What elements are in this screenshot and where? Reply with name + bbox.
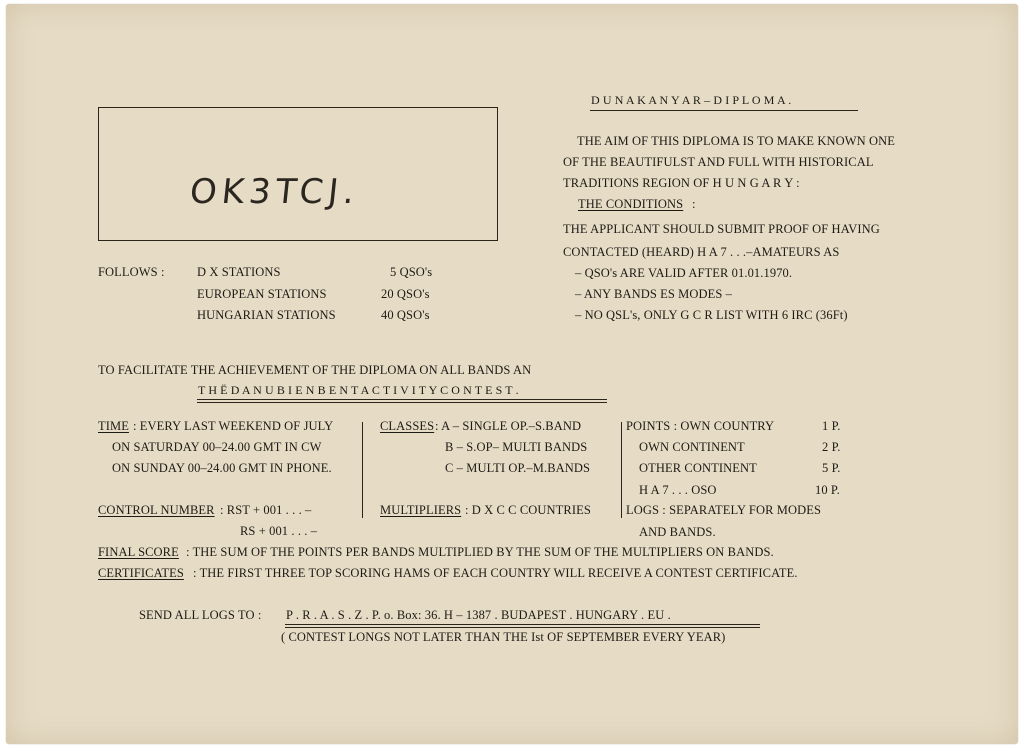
intro-line-2: OF THE BEAUTIFULST AND FULL WITH HISTORICAL <box>563 155 874 169</box>
follows-station-3: HUNGARIAN STATIONS <box>197 308 336 322</box>
class-a: : A – SINGLE OP.–S.BAND <box>435 419 582 433</box>
address-underline-2 <box>285 627 760 628</box>
control-number-label: CONTROL NUMBER <box>98 503 215 517</box>
final-score-label: FINAL SCORE <box>98 545 179 559</box>
condition-line-1: THE APPLICANT SHOULD SUBMIT PROOF OF HAVING <box>563 222 880 236</box>
column-divider-2 <box>621 422 622 518</box>
multipliers-label: MULTIPLIERS <box>380 503 462 517</box>
time-line-2: ON SATURDAY 00–24.00 GMT IN CW <box>112 440 322 454</box>
points-row-3-name: H A 7 . . . OSO <box>639 483 717 497</box>
condition-line-4: – ANY BANDS ES MODES – <box>575 287 732 301</box>
points-row-1-value: 2 P. <box>822 440 841 454</box>
time-line-3: ON SUNDAY 00–24.00 GMT IN PHONE. <box>112 461 332 475</box>
handwritten-callsign: OK3TCJ. <box>187 172 362 212</box>
follows-station-1: D X STATIONS <box>197 265 281 279</box>
certificates-label: CERTIFICATES <box>98 566 184 580</box>
send-deadline: ( CONTEST LONGS NOT LATER THAN THE Ist OF SEPTEMBER EVERY YEAR) <box>281 630 726 644</box>
intro-line-3: TRADITIONS REGION OF H U N G A R Y : <box>563 176 800 190</box>
final-score-text: : THE SUM OF THE POINTS PER BANDS MULTIPLIED BY THE SUM OF THE MULTIPLIERS ON BANDS. <box>186 545 774 559</box>
class-c: C – MULTI OP.–M.BANDS <box>445 461 591 475</box>
condition-line-5: – NO QSL's, ONLY G C R LIST WITH 6 IRC (36Ft) <box>575 308 848 322</box>
address-underline-1 <box>285 624 760 625</box>
column-divider-1 <box>362 422 363 518</box>
logs-line-2: AND BANDS. <box>639 525 716 539</box>
condition-line-2: CONTACTED (HEARD) H A 7 . . .–AMATEURS AS <box>563 245 840 259</box>
points-own-country-value: 1 P. <box>822 419 841 433</box>
diploma-title: D U N A K A N Y A R – D I P L O M A . <box>591 93 792 107</box>
points-row-2-value: 5 P. <box>822 461 841 475</box>
facilitate-text: TO FACILITATE THE ACHIEVEMENT OF THE DIPLOMA ON ALL BANDS AN <box>98 363 532 377</box>
follows-qsos-3: 40 QSO's <box>381 308 430 322</box>
points-row-3-value: 10 P. <box>815 483 840 497</box>
follows-label: FOLLOWS : <box>98 265 165 279</box>
send-address: P . R . A . S . Z . P. o. Box: 36. H – 1387 . BUDAPEST . HUNGARY . EU . <box>286 608 671 622</box>
certificates-text: : THE FIRST THREE TOP SCORING HAMS OF EACH COUNTRY WILL RECEIVE A CONTEST CERTIFICATE. <box>193 566 798 580</box>
time-line-1: : EVERY LAST WEEKEND OF JULY <box>133 419 334 433</box>
classes-label: CLASSES <box>380 419 435 433</box>
follows-station-2: EUROPEAN STATIONS <box>197 287 327 301</box>
class-b: B – S.OP– MULTI BANDS <box>445 440 588 454</box>
send-label: SEND ALL LOGS TO : <box>139 608 262 622</box>
follows-qsos-1: 5 QSO's <box>390 265 433 279</box>
points-row-2-name: OTHER CONTINENT <box>639 461 757 475</box>
control-number-line-1: : RST + 001 . . . – <box>220 503 312 517</box>
condition-line-3: – QSO's ARE VALID AFTER 01.01.1970. <box>575 266 793 280</box>
contest-underline-1 <box>197 399 607 400</box>
multipliers-text: : D X C C COUNTRIES <box>465 503 591 517</box>
points-label: POINTS : OWN COUNTRY <box>626 419 775 433</box>
contest-underline-2 <box>197 402 607 403</box>
intro-line-1: THE AIM OF THIS DIPLOMA IS TO MAKE KNOWN ONE <box>577 134 895 148</box>
conditions-heading: THE CONDITIONS <box>578 197 684 211</box>
control-number-line-2: RS + 001 . . . – <box>240 524 318 538</box>
time-label: TIME <box>98 419 129 433</box>
follows-qsos-2: 20 QSO's <box>381 287 430 301</box>
logs-line-1: LOGS : SEPARATELY FOR MODES <box>626 503 822 517</box>
conditions-colon: : <box>692 197 696 211</box>
title-underline <box>590 110 858 111</box>
contest-name: T H Ë D A N U B I E N B E N T A C T I V I T Y C O N T E S T . <box>198 383 519 397</box>
points-row-1-name: OWN CONTINENT <box>639 440 745 454</box>
